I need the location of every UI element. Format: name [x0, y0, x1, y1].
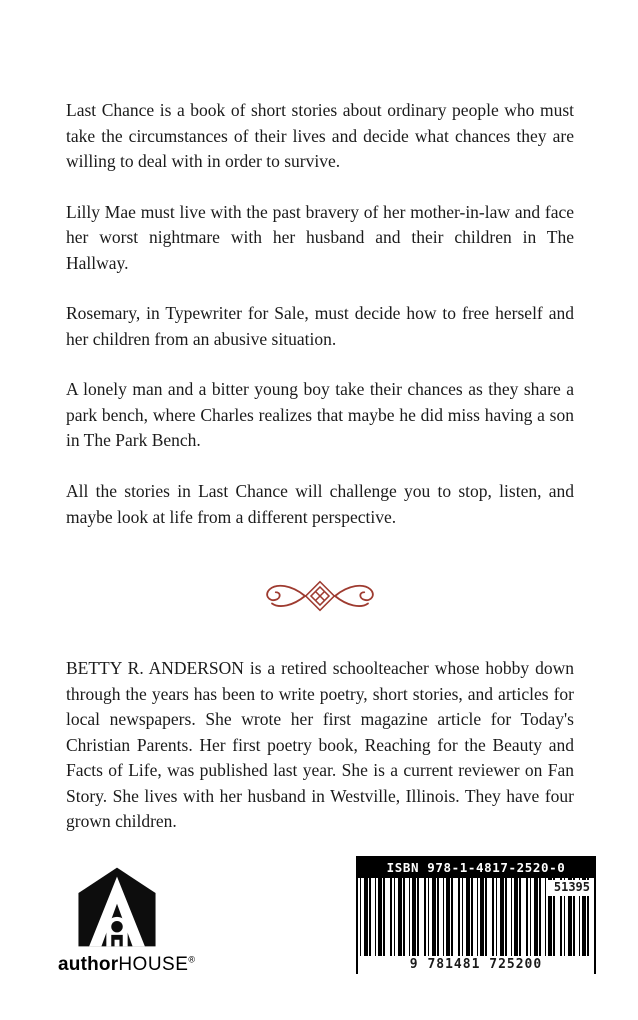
synopsis-paragraph: A lonely man and a bitter young boy take their chances as they share a park bench, where Charles realizes that maybe he did miss having a son in The Park Bench. — [66, 379, 574, 451]
barcode-stripes — [356, 878, 596, 974]
barcode-digits: 9 781481 725200 — [356, 956, 596, 974]
barcode-price-code: 51395 — [548, 880, 594, 896]
synopsis-paragraph: Rosemary, in Typewriter for Sale, must decide how to free herself and her children from an abusive situation. — [66, 303, 574, 349]
synopsis-paragraph: Last Chance is a book of short stories about ordinary people who must take the circumstances of their lives and decide what chances they are willing to deal with in order to survive. — [66, 100, 574, 172]
decorative-flourish-icon — [66, 574, 574, 618]
authorhouse-logo — [58, 866, 228, 976]
synopsis-paragraph: All the stories in Last Chance will challenge you to stop, listen, and maybe look at life from a different perspective. — [66, 481, 574, 527]
isbn-label: ISBN 978-1-4817-2520-0 — [356, 856, 596, 878]
synopsis-paragraph: Lilly Mae must live with the past bravery of her mother-in-law and face her worst nightmare with her husband and their children in The Hallway. — [66, 201, 574, 273]
authorhouse-wordmark-lower: author — [58, 954, 119, 975]
authorhouse-wordmark — [58, 954, 228, 976]
registered-mark: ® — [188, 954, 196, 965]
authorhouse-house-icon — [74, 866, 160, 948]
authorhouse-wordmark-upper: HOUSE — [118, 954, 189, 975]
author-bio: BETTY R. ANDERSON is a retired schoolteacher whose hobby down through the years has been to write poetry, short stories, and articles for local newspapers. She wrote her first magazine article for Today's Christian Parents. Her first poetry book, Reaching for the Beauty and Facts of Life, was published last year. She is a current reviewer on Fan Story. She lives with her husband in Westville, Illinois. They have four grown children. — [66, 658, 574, 832]
barcode-block — [356, 856, 596, 974]
